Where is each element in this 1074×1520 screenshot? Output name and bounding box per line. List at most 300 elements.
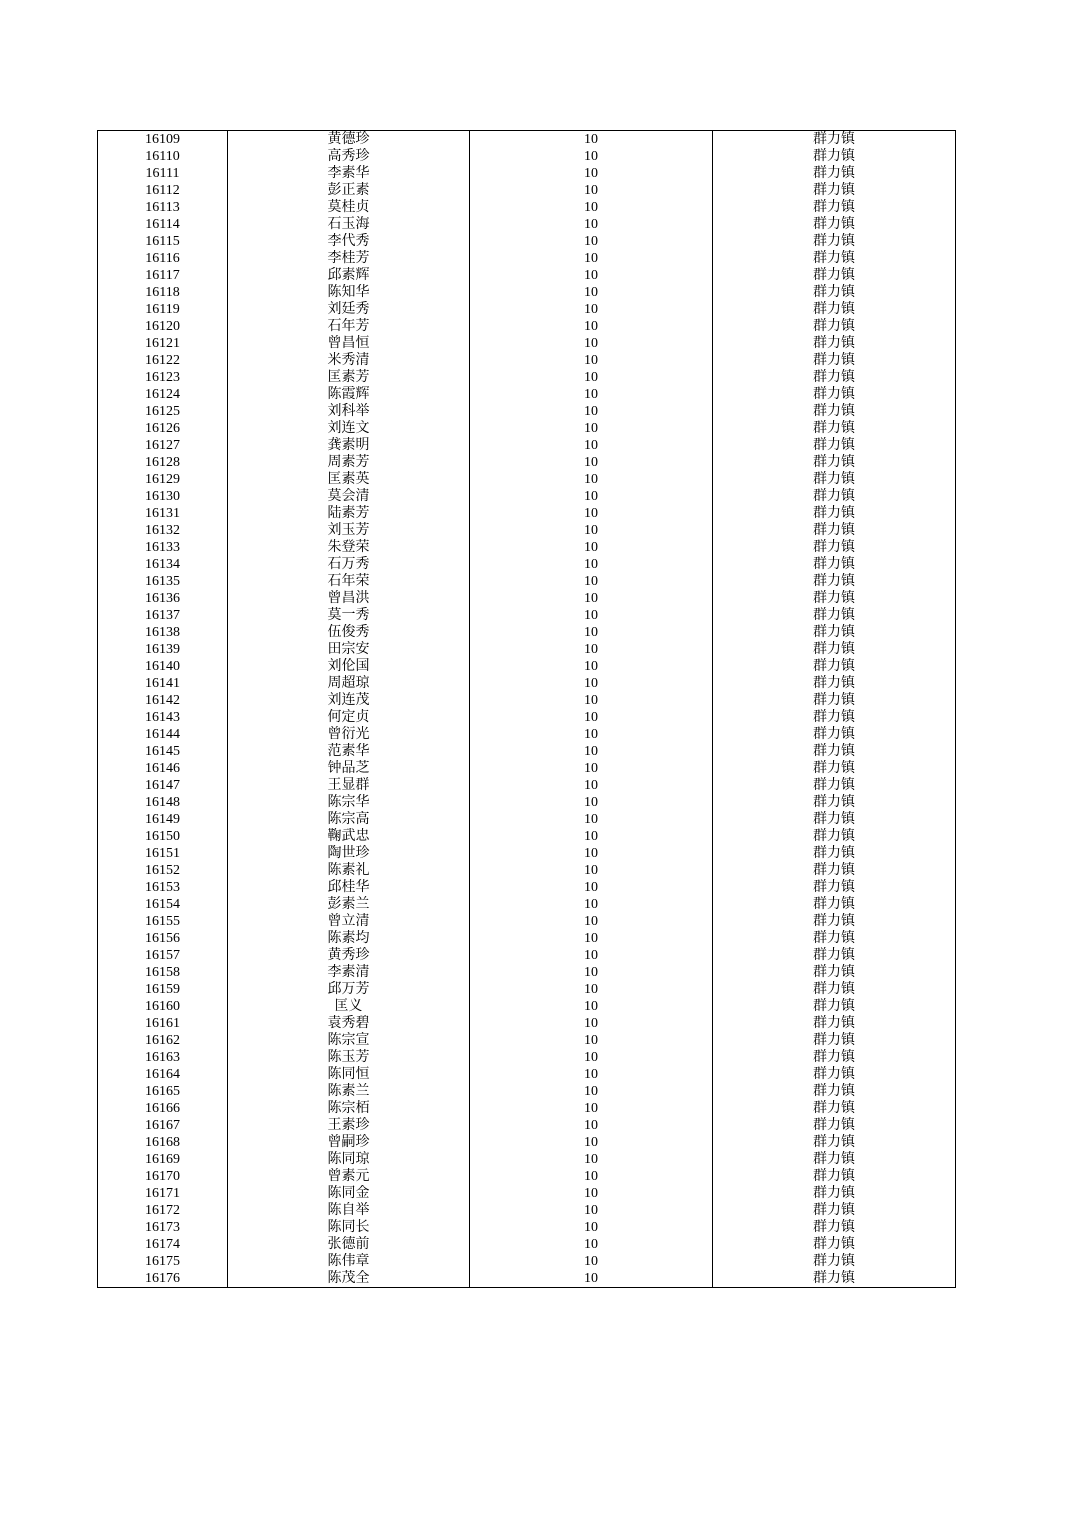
name-cell: 陈伟章 xyxy=(228,1253,470,1270)
record-id-cell: 16135 xyxy=(98,573,228,590)
name-cell: 曾立清 xyxy=(228,913,470,930)
record-id-cell: 16131 xyxy=(98,505,228,522)
record-id-cell: 16118 xyxy=(98,284,228,301)
town-cell: 群力镇 xyxy=(713,675,956,692)
town-cell: 群力镇 xyxy=(713,1270,956,1288)
name-cell: 莫桂贞 xyxy=(228,199,470,216)
name-cell: 邱桂华 xyxy=(228,879,470,896)
town-cell: 群力镇 xyxy=(713,386,956,403)
record-id-cell: 16137 xyxy=(98,607,228,624)
table-row xyxy=(98,1185,956,1202)
table-row xyxy=(98,641,956,658)
name-cell: 米秀清 xyxy=(228,352,470,369)
table-row xyxy=(98,1168,956,1185)
amount-cell: 10 xyxy=(470,335,713,352)
record-id-cell: 16169 xyxy=(98,1151,228,1168)
table-row xyxy=(98,539,956,556)
amount-cell: 10 xyxy=(470,794,713,811)
name-cell: 陈知华 xyxy=(228,284,470,301)
town-cell: 群力镇 xyxy=(713,437,956,454)
name-cell: 刘连文 xyxy=(228,420,470,437)
name-cell: 陈素兰 xyxy=(228,1083,470,1100)
amount-cell: 10 xyxy=(470,930,713,947)
town-cell: 群力镇 xyxy=(713,1168,956,1185)
table-row xyxy=(98,352,956,369)
amount-cell: 10 xyxy=(470,692,713,709)
town-cell: 群力镇 xyxy=(713,658,956,675)
amount-cell: 10 xyxy=(470,624,713,641)
record-id-cell: 16144 xyxy=(98,726,228,743)
amount-cell: 10 xyxy=(470,947,713,964)
record-id-cell: 16139 xyxy=(98,641,228,658)
name-cell: 石年荣 xyxy=(228,573,470,590)
amount-cell: 10 xyxy=(470,981,713,998)
record-id-cell: 16166 xyxy=(98,1100,228,1117)
amount-cell: 10 xyxy=(470,1270,713,1288)
town-cell: 群力镇 xyxy=(713,998,956,1015)
table-row xyxy=(98,590,956,607)
name-cell: 陈茂全 xyxy=(228,1270,470,1288)
table-row xyxy=(98,1032,956,1049)
record-id-cell: 16159 xyxy=(98,981,228,998)
record-id-cell: 16168 xyxy=(98,1134,228,1151)
amount-cell: 10 xyxy=(470,760,713,777)
name-cell: 匡义 xyxy=(228,998,470,1015)
amount-cell: 10 xyxy=(470,607,713,624)
name-cell: 周素芳 xyxy=(228,454,470,471)
amount-cell: 10 xyxy=(470,250,713,267)
town-cell: 群力镇 xyxy=(713,1253,956,1270)
town-cell: 群力镇 xyxy=(713,352,956,369)
name-cell: 邱万芳 xyxy=(228,981,470,998)
name-cell: 王显群 xyxy=(228,777,470,794)
record-id-cell: 16161 xyxy=(98,1015,228,1032)
table-row xyxy=(98,284,956,301)
name-cell: 陈同长 xyxy=(228,1219,470,1236)
table-row xyxy=(98,301,956,318)
table-row xyxy=(98,1066,956,1083)
town-cell: 群力镇 xyxy=(713,1100,956,1117)
name-cell: 陈自举 xyxy=(228,1202,470,1219)
record-id-cell: 16140 xyxy=(98,658,228,675)
town-cell: 群力镇 xyxy=(713,947,956,964)
amount-cell: 10 xyxy=(470,267,713,284)
table-row xyxy=(98,267,956,284)
amount-cell: 10 xyxy=(470,556,713,573)
town-cell: 群力镇 xyxy=(713,1049,956,1066)
amount-cell: 10 xyxy=(470,828,713,845)
name-cell: 陈同恒 xyxy=(228,1066,470,1083)
record-id-cell: 16115 xyxy=(98,233,228,250)
record-id-cell: 16134 xyxy=(98,556,228,573)
table-row xyxy=(98,1134,956,1151)
table-row xyxy=(98,573,956,590)
table-row xyxy=(98,760,956,777)
roster-table xyxy=(97,130,956,1288)
amount-cell: 10 xyxy=(470,913,713,930)
table-row xyxy=(98,862,956,879)
town-cell: 群力镇 xyxy=(713,148,956,165)
name-cell: 李素华 xyxy=(228,165,470,182)
town-cell: 群力镇 xyxy=(713,930,956,947)
record-id-cell: 16130 xyxy=(98,488,228,505)
table-row xyxy=(98,1219,956,1236)
name-cell: 刘科举 xyxy=(228,403,470,420)
record-id-cell: 16171 xyxy=(98,1185,228,1202)
amount-cell: 10 xyxy=(470,403,713,420)
table-row xyxy=(98,845,956,862)
record-id-cell: 16172 xyxy=(98,1202,228,1219)
amount-cell: 10 xyxy=(470,352,713,369)
amount-cell: 10 xyxy=(470,896,713,913)
town-cell: 群力镇 xyxy=(713,131,956,149)
town-cell: 群力镇 xyxy=(713,743,956,760)
table-row xyxy=(98,692,956,709)
record-id-cell: 16170 xyxy=(98,1168,228,1185)
table-row xyxy=(98,607,956,624)
amount-cell: 10 xyxy=(470,1185,713,1202)
name-cell: 李素清 xyxy=(228,964,470,981)
town-cell: 群力镇 xyxy=(713,1236,956,1253)
table-row xyxy=(98,1015,956,1032)
town-cell: 群力镇 xyxy=(713,403,956,420)
name-cell: 邱素辉 xyxy=(228,267,470,284)
town-cell: 群力镇 xyxy=(713,913,956,930)
table-row xyxy=(98,165,956,182)
table-row xyxy=(98,454,956,471)
amount-cell: 10 xyxy=(470,539,713,556)
name-cell: 陈同琼 xyxy=(228,1151,470,1168)
record-id-cell: 16116 xyxy=(98,250,228,267)
name-cell: 黄秀珍 xyxy=(228,947,470,964)
name-cell: 陈霞辉 xyxy=(228,386,470,403)
record-id-cell: 16151 xyxy=(98,845,228,862)
table-row xyxy=(98,777,956,794)
name-cell: 朱登荣 xyxy=(228,539,470,556)
record-id-cell: 16112 xyxy=(98,182,228,199)
table-row xyxy=(98,981,956,998)
name-cell: 周超琼 xyxy=(228,675,470,692)
name-cell: 曾衍光 xyxy=(228,726,470,743)
table-row xyxy=(98,318,956,335)
town-cell: 群力镇 xyxy=(713,1083,956,1100)
name-cell: 陈宗高 xyxy=(228,811,470,828)
record-id-cell: 16142 xyxy=(98,692,228,709)
name-cell: 曾素元 xyxy=(228,1168,470,1185)
table-row xyxy=(98,1100,956,1117)
name-cell: 石年芳 xyxy=(228,318,470,335)
table-row xyxy=(98,148,956,165)
record-id-cell: 16175 xyxy=(98,1253,228,1270)
record-id-cell: 16155 xyxy=(98,913,228,930)
record-id-cell: 16148 xyxy=(98,794,228,811)
town-cell: 群力镇 xyxy=(713,165,956,182)
table-row xyxy=(98,505,956,522)
town-cell: 群力镇 xyxy=(713,505,956,522)
amount-cell: 10 xyxy=(470,879,713,896)
record-id-cell: 16129 xyxy=(98,471,228,488)
record-id-cell: 16154 xyxy=(98,896,228,913)
town-cell: 群力镇 xyxy=(713,556,956,573)
table-row xyxy=(98,794,956,811)
name-cell: 陈宗栢 xyxy=(228,1100,470,1117)
record-id-cell: 16124 xyxy=(98,386,228,403)
name-cell: 陶世珍 xyxy=(228,845,470,862)
town-cell: 群力镇 xyxy=(713,573,956,590)
name-cell: 陆素芳 xyxy=(228,505,470,522)
record-id-cell: 16117 xyxy=(98,267,228,284)
amount-cell: 10 xyxy=(470,573,713,590)
town-cell: 群力镇 xyxy=(713,250,956,267)
town-cell: 群力镇 xyxy=(713,1015,956,1032)
roster-sheet xyxy=(97,130,955,1288)
town-cell: 群力镇 xyxy=(713,454,956,471)
record-id-cell: 16158 xyxy=(98,964,228,981)
town-cell: 群力镇 xyxy=(713,1134,956,1151)
amount-cell: 10 xyxy=(470,284,713,301)
amount-cell: 10 xyxy=(470,675,713,692)
amount-cell: 10 xyxy=(470,964,713,981)
town-cell: 群力镇 xyxy=(713,1117,956,1134)
name-cell: 陈玉芳 xyxy=(228,1049,470,1066)
amount-cell: 10 xyxy=(470,386,713,403)
amount-cell: 10 xyxy=(470,1066,713,1083)
amount-cell: 10 xyxy=(470,845,713,862)
town-cell: 群力镇 xyxy=(713,488,956,505)
amount-cell: 10 xyxy=(470,1083,713,1100)
name-cell: 伍俊秀 xyxy=(228,624,470,641)
amount-cell: 10 xyxy=(470,1049,713,1066)
record-id-cell: 16127 xyxy=(98,437,228,454)
record-id-cell: 16121 xyxy=(98,335,228,352)
table-row xyxy=(98,828,956,845)
town-cell: 群力镇 xyxy=(713,624,956,641)
name-cell: 彭素兰 xyxy=(228,896,470,913)
amount-cell: 10 xyxy=(470,1168,713,1185)
table-row xyxy=(98,743,956,760)
name-cell: 袁秀碧 xyxy=(228,1015,470,1032)
amount-cell: 10 xyxy=(470,369,713,386)
town-cell: 群力镇 xyxy=(713,1066,956,1083)
amount-cell: 10 xyxy=(470,131,713,149)
name-cell: 张德前 xyxy=(228,1236,470,1253)
table-row xyxy=(98,471,956,488)
name-cell: 何定贞 xyxy=(228,709,470,726)
amount-cell: 10 xyxy=(470,1100,713,1117)
town-cell: 群力镇 xyxy=(713,233,956,250)
record-id-cell: 16160 xyxy=(98,998,228,1015)
town-cell: 群力镇 xyxy=(713,1151,956,1168)
table-row xyxy=(98,811,956,828)
table-row xyxy=(98,658,956,675)
amount-cell: 10 xyxy=(470,658,713,675)
name-cell: 黄德珍 xyxy=(228,131,470,149)
town-cell: 群力镇 xyxy=(713,539,956,556)
table-row xyxy=(98,233,956,250)
amount-cell: 10 xyxy=(470,301,713,318)
amount-cell: 10 xyxy=(470,1117,713,1134)
table-row xyxy=(98,879,956,896)
record-id-cell: 16132 xyxy=(98,522,228,539)
town-cell: 群力镇 xyxy=(713,607,956,624)
record-id-cell: 16110 xyxy=(98,148,228,165)
name-cell: 曾嗣珍 xyxy=(228,1134,470,1151)
amount-cell: 10 xyxy=(470,811,713,828)
town-cell: 群力镇 xyxy=(713,692,956,709)
table-row xyxy=(98,1253,956,1270)
table-row xyxy=(98,1117,956,1134)
name-cell: 彭正素 xyxy=(228,182,470,199)
name-cell: 匡素英 xyxy=(228,471,470,488)
amount-cell: 10 xyxy=(470,1219,713,1236)
table-row xyxy=(98,420,956,437)
table-row xyxy=(98,726,956,743)
amount-cell: 10 xyxy=(470,590,713,607)
roster-body xyxy=(98,131,956,1288)
amount-cell: 10 xyxy=(470,318,713,335)
town-cell: 群力镇 xyxy=(713,199,956,216)
table-row xyxy=(98,947,956,964)
record-id-cell: 16109 xyxy=(98,131,228,149)
table-row xyxy=(98,1151,956,1168)
town-cell: 群力镇 xyxy=(713,981,956,998)
name-cell: 陈宗华 xyxy=(228,794,470,811)
amount-cell: 10 xyxy=(470,1151,713,1168)
amount-cell: 10 xyxy=(470,165,713,182)
amount-cell: 10 xyxy=(470,420,713,437)
town-cell: 群力镇 xyxy=(713,896,956,913)
amount-cell: 10 xyxy=(470,148,713,165)
record-id-cell: 16138 xyxy=(98,624,228,641)
town-cell: 群力镇 xyxy=(713,760,956,777)
amount-cell: 10 xyxy=(470,1253,713,1270)
table-row xyxy=(98,437,956,454)
town-cell: 群力镇 xyxy=(713,794,956,811)
table-row xyxy=(98,488,956,505)
table-row xyxy=(98,556,956,573)
name-cell: 陈素礼 xyxy=(228,862,470,879)
name-cell: 鞠武忠 xyxy=(228,828,470,845)
amount-cell: 10 xyxy=(470,471,713,488)
record-id-cell: 16141 xyxy=(98,675,228,692)
table-row xyxy=(98,131,956,149)
name-cell: 陈同金 xyxy=(228,1185,470,1202)
town-cell: 群力镇 xyxy=(713,828,956,845)
amount-cell: 10 xyxy=(470,199,713,216)
name-cell: 莫一秀 xyxy=(228,607,470,624)
amount-cell: 10 xyxy=(470,488,713,505)
table-row xyxy=(98,216,956,233)
table-row xyxy=(98,998,956,1015)
record-id-cell: 16162 xyxy=(98,1032,228,1049)
town-cell: 群力镇 xyxy=(713,1219,956,1236)
name-cell: 陈素均 xyxy=(228,930,470,947)
town-cell: 群力镇 xyxy=(713,845,956,862)
record-id-cell: 16157 xyxy=(98,947,228,964)
town-cell: 群力镇 xyxy=(713,590,956,607)
table-row xyxy=(98,964,956,981)
town-cell: 群力镇 xyxy=(713,964,956,981)
town-cell: 群力镇 xyxy=(713,420,956,437)
name-cell: 莫会清 xyxy=(228,488,470,505)
name-cell: 刘连茂 xyxy=(228,692,470,709)
town-cell: 群力镇 xyxy=(713,522,956,539)
record-id-cell: 16113 xyxy=(98,199,228,216)
record-id-cell: 16111 xyxy=(98,165,228,182)
amount-cell: 10 xyxy=(470,777,713,794)
record-id-cell: 16126 xyxy=(98,420,228,437)
town-cell: 群力镇 xyxy=(713,641,956,658)
record-id-cell: 16165 xyxy=(98,1083,228,1100)
table-row xyxy=(98,403,956,420)
record-id-cell: 16125 xyxy=(98,403,228,420)
town-cell: 群力镇 xyxy=(713,318,956,335)
table-row xyxy=(98,1202,956,1219)
name-cell: 匡素芳 xyxy=(228,369,470,386)
amount-cell: 10 xyxy=(470,1032,713,1049)
amount-cell: 10 xyxy=(470,1236,713,1253)
record-id-cell: 16167 xyxy=(98,1117,228,1134)
town-cell: 群力镇 xyxy=(713,879,956,896)
town-cell: 群力镇 xyxy=(713,1032,956,1049)
table-row xyxy=(98,335,956,352)
table-row xyxy=(98,624,956,641)
town-cell: 群力镇 xyxy=(713,267,956,284)
town-cell: 群力镇 xyxy=(713,369,956,386)
amount-cell: 10 xyxy=(470,505,713,522)
town-cell: 群力镇 xyxy=(713,284,956,301)
name-cell: 王素珍 xyxy=(228,1117,470,1134)
table-row xyxy=(98,709,956,726)
record-id-cell: 16146 xyxy=(98,760,228,777)
record-id-cell: 16173 xyxy=(98,1219,228,1236)
table-row xyxy=(98,1049,956,1066)
name-cell: 田宗安 xyxy=(228,641,470,658)
record-id-cell: 16145 xyxy=(98,743,228,760)
table-row xyxy=(98,386,956,403)
record-id-cell: 16122 xyxy=(98,352,228,369)
name-cell: 龚素明 xyxy=(228,437,470,454)
record-id-cell: 16149 xyxy=(98,811,228,828)
town-cell: 群力镇 xyxy=(713,216,956,233)
table-row xyxy=(98,1236,956,1253)
amount-cell: 10 xyxy=(470,1202,713,1219)
town-cell: 群力镇 xyxy=(713,301,956,318)
town-cell: 群力镇 xyxy=(713,709,956,726)
table-row xyxy=(98,675,956,692)
amount-cell: 10 xyxy=(470,1015,713,1032)
name-cell: 钟品芝 xyxy=(228,760,470,777)
amount-cell: 10 xyxy=(470,454,713,471)
name-cell: 陈宗宣 xyxy=(228,1032,470,1049)
amount-cell: 10 xyxy=(470,182,713,199)
town-cell: 群力镇 xyxy=(713,335,956,352)
amount-cell: 10 xyxy=(470,522,713,539)
record-id-cell: 16152 xyxy=(98,862,228,879)
record-id-cell: 16119 xyxy=(98,301,228,318)
amount-cell: 10 xyxy=(470,998,713,1015)
record-id-cell: 16128 xyxy=(98,454,228,471)
record-id-cell: 16176 xyxy=(98,1270,228,1288)
table-row xyxy=(98,522,956,539)
name-cell: 曾昌恒 xyxy=(228,335,470,352)
town-cell: 群力镇 xyxy=(713,471,956,488)
record-id-cell: 16143 xyxy=(98,709,228,726)
record-id-cell: 16163 xyxy=(98,1049,228,1066)
record-id-cell: 16114 xyxy=(98,216,228,233)
table-row xyxy=(98,1270,956,1288)
town-cell: 群力镇 xyxy=(713,182,956,199)
